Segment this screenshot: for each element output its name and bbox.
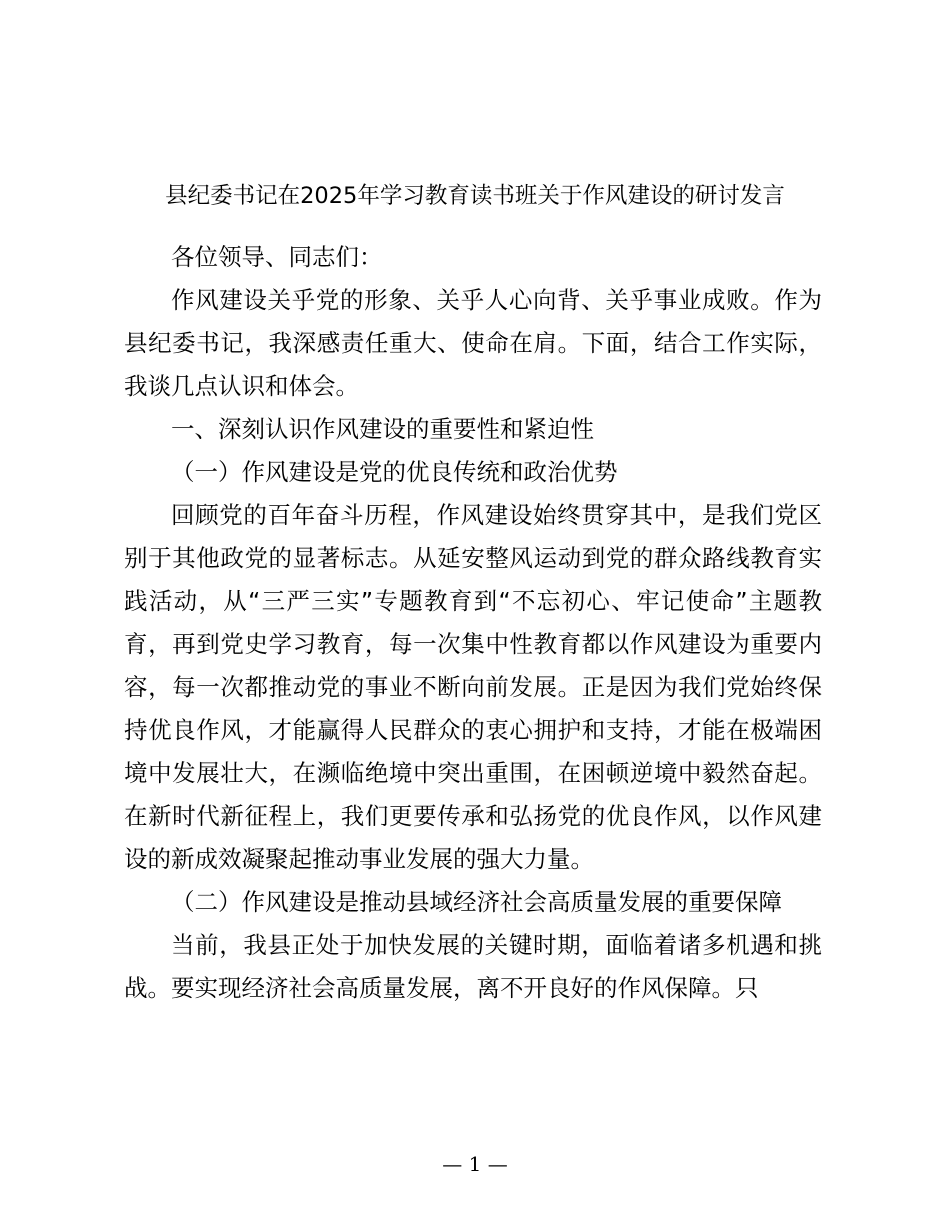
- body-paragraph: 回顾党的百年奋斗历程，作风建设始终贯穿其中，是我们党区别于其他政党的显著标志。从延安整风运动到党的群众路线教育实践活动，从“三严三实”专题教育到“不忘初心、牢记使命”主题教育，再到党史学习教育，每一次集中性教育都以作风建设为重要内容，每一次都推动党的事业不断向前发展。正是因为我们党始终保持优良作风，才能赢得人民群众的衷心拥护和支持，才能在极端困境中发展壮大，在濒临绝境中突出重围，在困顿逆境中毅然奋起。在新时代新征程上，我们更要传承和弘扬党的优良作风，以作风建设的新成效凝聚起推动事业发展的强大力量。: [124, 501, 822, 873]
- body-paragraph: 当前，我县正处于加快发展的关键时期，面临着诸多机遇和挑战。要实现经济社会高质量发展，离不开良好的作风保障。只: [124, 931, 822, 1002]
- document-body: [124, 236, 822, 1010]
- page-number: — 1 —: [442, 1152, 508, 1176]
- subsection-heading-1: （一）作风建设是党的优良传统和政治优势: [171, 458, 618, 486]
- intro-paragraph: 作风建设关乎党的形象、关乎人心向背、关乎事业成败。作为县纪委书记，我深感责任重大、使命在肩。下面，结合工作实际，我谈几点认识和体会。: [124, 286, 822, 400]
- greeting-paragraph: 各位领导、同志们：: [171, 243, 383, 271]
- document-title: 县纪委书记在2025年学习教育读书班关于作风建设的研讨发言: [165, 183, 785, 209]
- subsection-heading-2: （二）作风建设是推动县域经济社会高质量发展的重要保障: [171, 888, 782, 916]
- section-heading-1: 一、深刻认识作风建设的重要性和紧迫性: [171, 415, 594, 443]
